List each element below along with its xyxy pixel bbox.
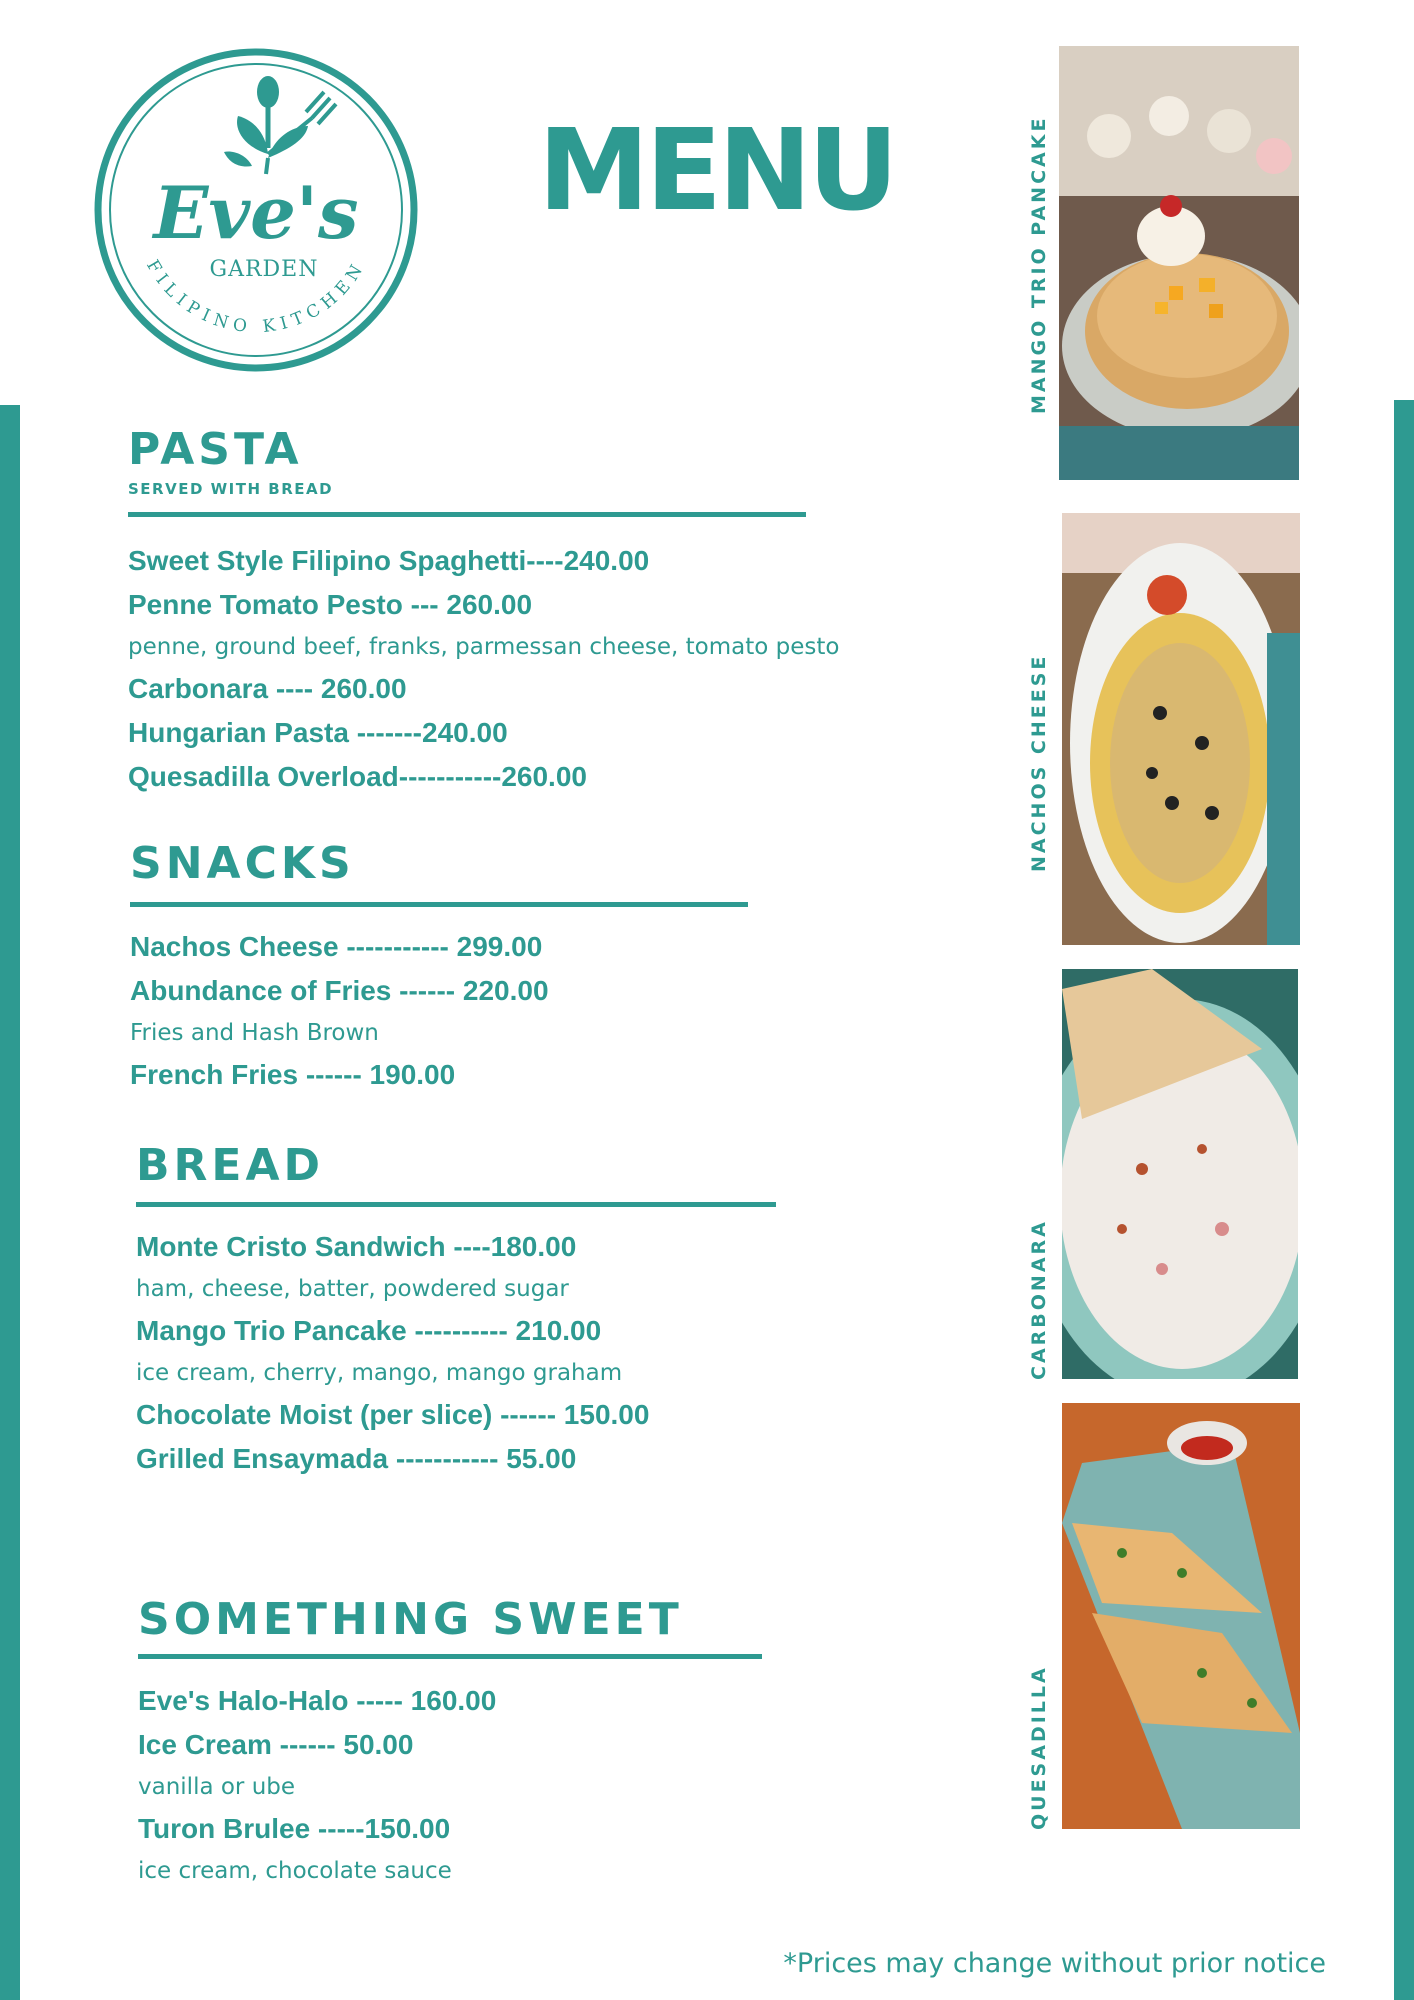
menu-item: Nachos Cheese ----------- 299.00 (130, 931, 543, 962)
menu-item: Chocolate Moist (per slice) ------ 150.00 (136, 1399, 650, 1430)
page-title: MENU (538, 106, 895, 236)
pasta-section (128, 424, 840, 799)
menu-item-description: vanilla or ube (138, 1774, 296, 1800)
section-title: SOMETHING SWEET (138, 1594, 683, 1645)
menu-item-description: ice cream, chocolate sauce (138, 1858, 452, 1884)
price-notice: *Prices may change without prior notice (783, 1948, 1326, 1979)
section-title: PASTA (128, 424, 303, 475)
bread-section (136, 1140, 776, 1481)
section-title: BREAD (136, 1140, 325, 1191)
menu-item: Sweet Style Filipino Spaghetti----240.00 (128, 545, 650, 576)
menu-item: Abundance of Fries ------ 220.00 (130, 975, 549, 1006)
section-divider (136, 1202, 776, 1207)
menu-item: Turon Brulee -----150.00 (138, 1813, 451, 1844)
something-sweet-section (138, 1594, 762, 1891)
section-title: SNACKS (130, 838, 355, 889)
mango-trio-pancake-photo (1059, 46, 1299, 480)
menu-item: Hungarian Pasta -------240.00 (128, 717, 508, 748)
quesadilla-photo (1062, 1403, 1300, 1829)
left-edge-bar (0, 405, 20, 2000)
snacks-section (130, 838, 748, 1097)
right-edge-bar (1394, 400, 1414, 2000)
section-divider (138, 1654, 762, 1659)
nachos-cheese-photo (1062, 513, 1300, 945)
menu-item: Monte Cristo Sandwich ----180.00 (136, 1231, 577, 1262)
menu-item-description: ham, cheese, batter, powdered sugar (136, 1276, 569, 1302)
menu-item-description: penne, ground beef, franks, parmessan cheese, tomato pesto (128, 634, 840, 660)
logo-subword: GARDEN (209, 257, 319, 282)
logo-wordmark: Eve's (153, 170, 359, 255)
eves-garden-logo (92, 46, 420, 374)
section-divider (128, 512, 806, 517)
menu-item: Carbonara ---- 260.00 (128, 673, 407, 704)
menu-item: Penne Tomato Pesto --- 260.00 (128, 589, 533, 620)
menu-item-description: ice cream, cherry, mango, mango graham (136, 1360, 623, 1386)
menu-item: Quesadilla Overload-----------260.00 (128, 761, 587, 792)
menu-item: Eve's Halo-Halo ----- 160.00 (138, 1685, 497, 1716)
section-divider (130, 902, 748, 907)
menu-item: Grilled Ensaymada ----------- 55.00 (136, 1443, 577, 1474)
menu-item: Ice Cream ------ 50.00 (138, 1729, 414, 1760)
carbonara-photo (1062, 969, 1298, 1379)
menu-item-description: Fries and Hash Brown (130, 1020, 379, 1046)
menu-item: Mango Trio Pancake ---------- 210.00 (136, 1315, 602, 1346)
logo-tagline: FILIPINO KITCHEN (142, 256, 371, 338)
menu-item: French Fries ------ 190.00 (130, 1059, 456, 1090)
section-subtitle: SERVED WITH BREAD (128, 480, 334, 498)
